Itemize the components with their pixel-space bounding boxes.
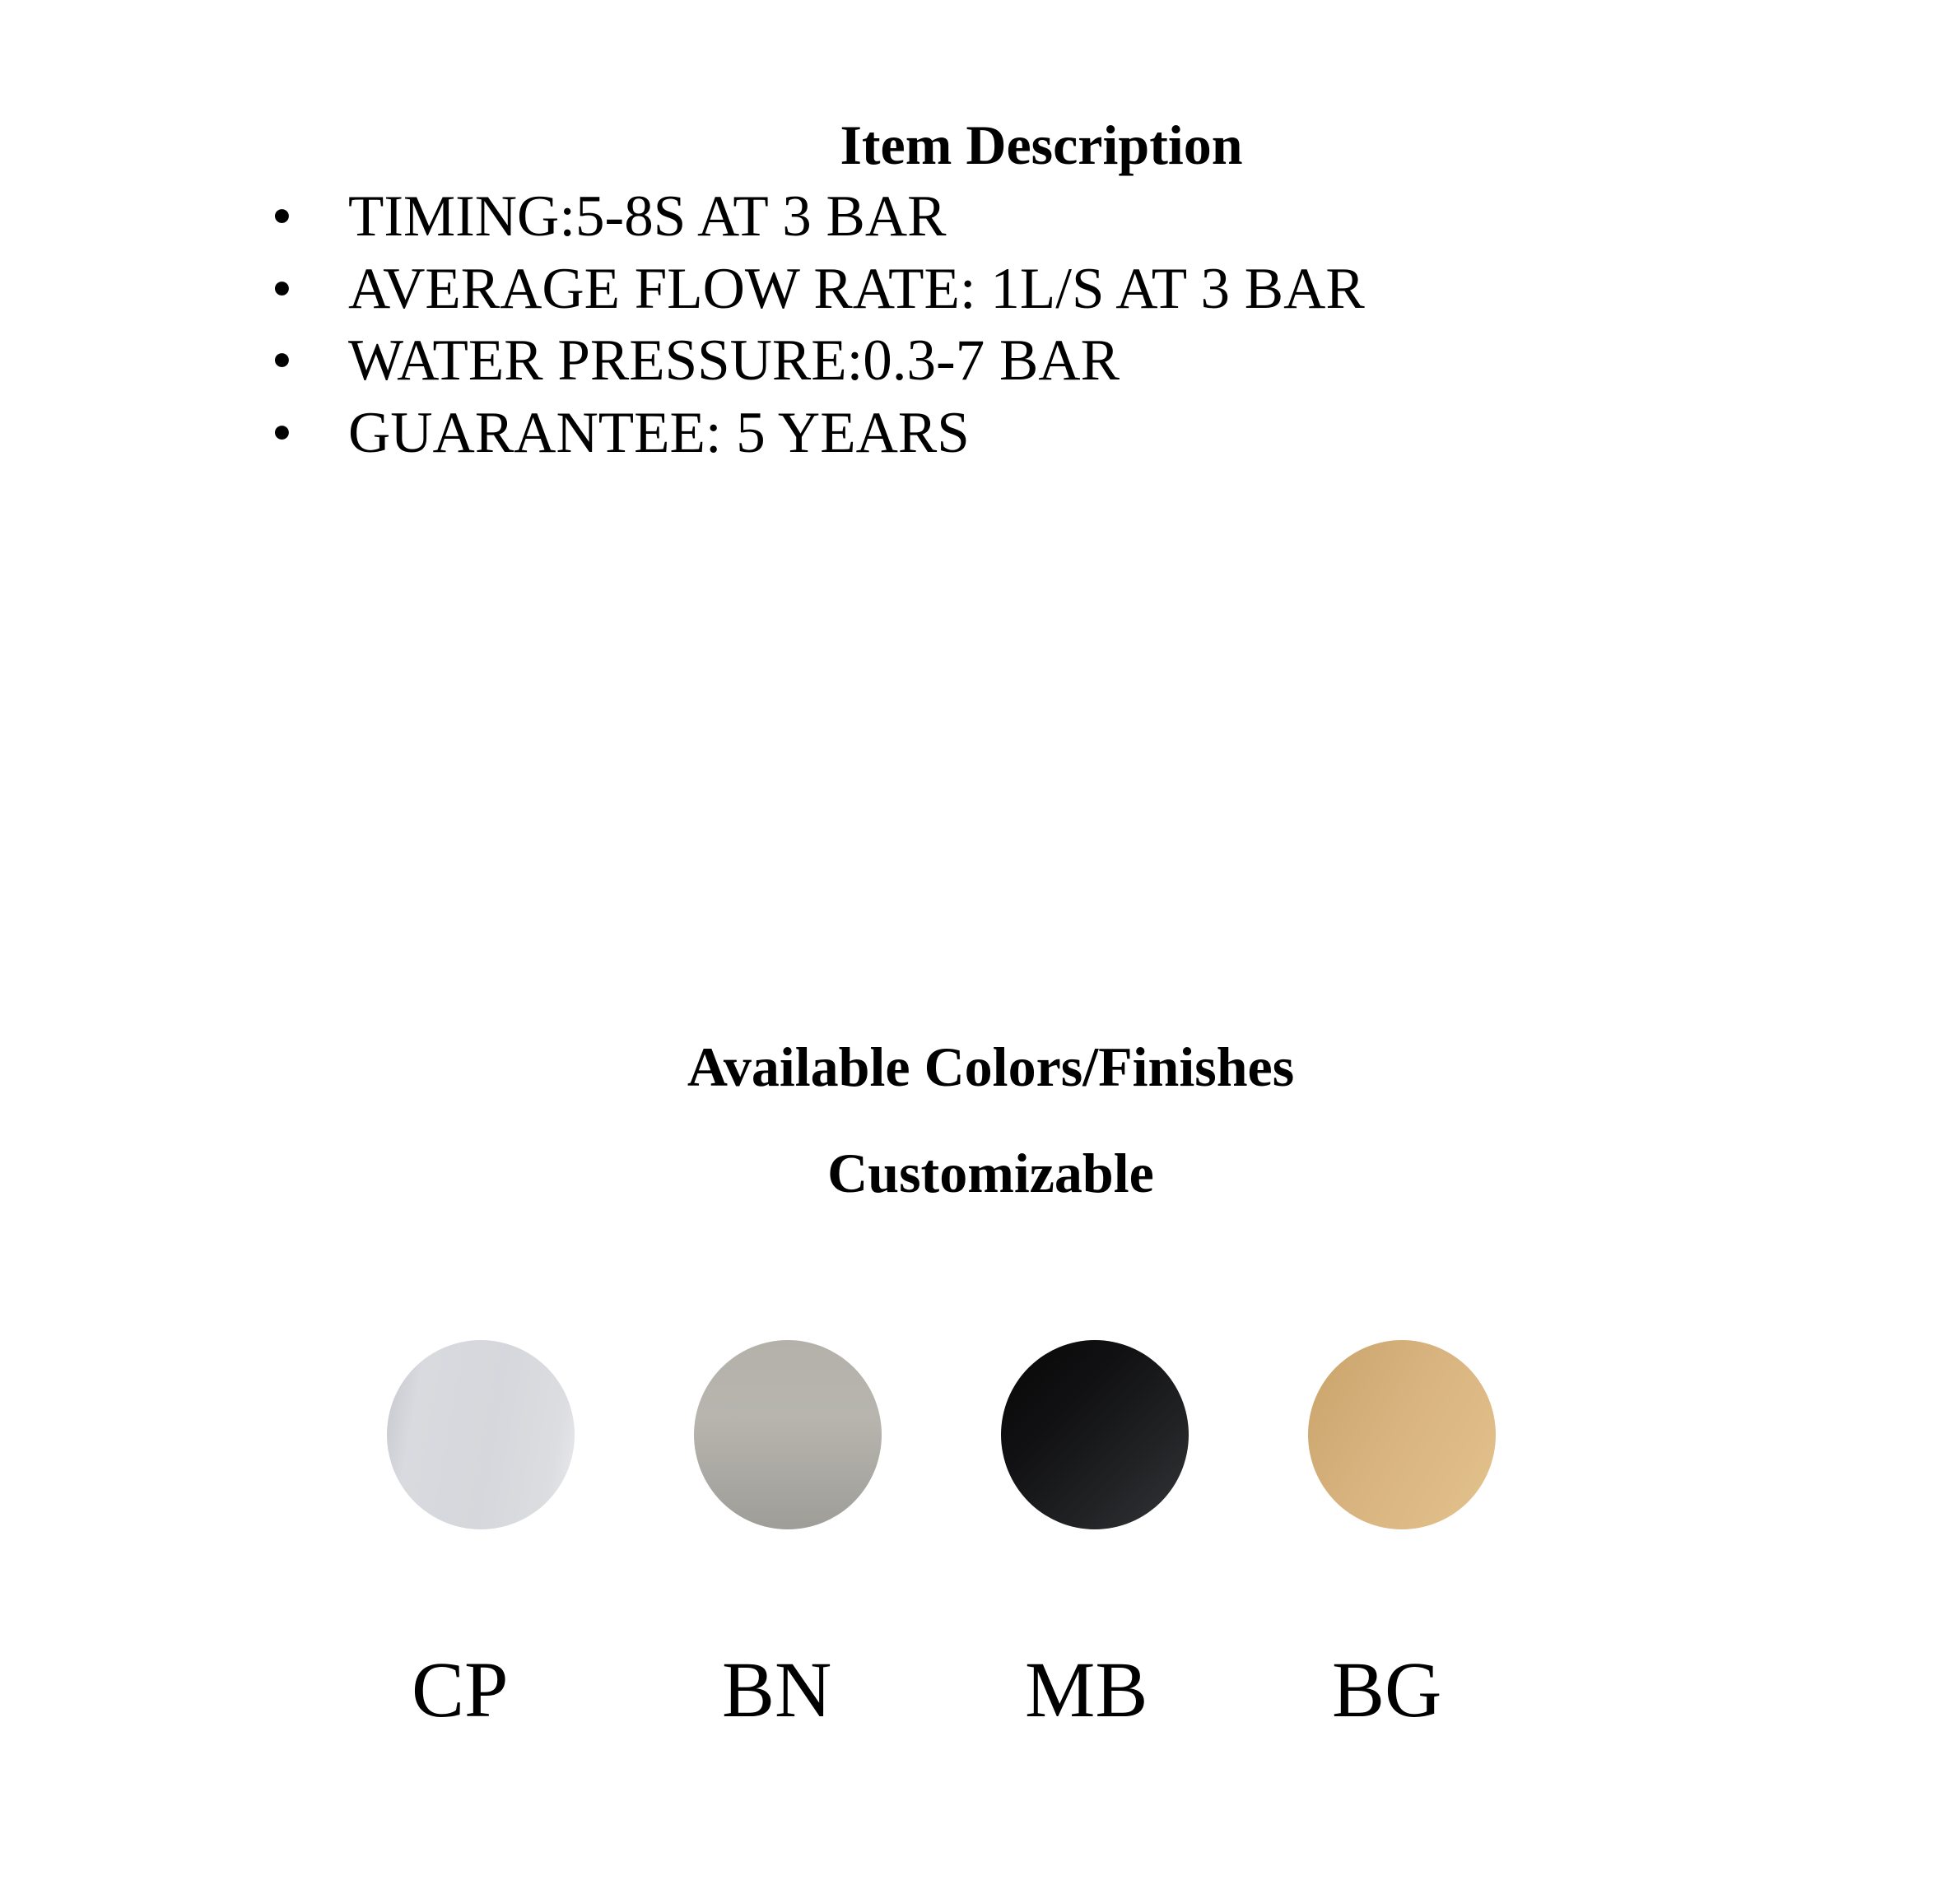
swatch-chrome-polished bbox=[387, 1340, 575, 1529]
bullet-icon: • bbox=[272, 400, 292, 465]
available-colors-title: Available Colors/Finishes bbox=[687, 1036, 1295, 1098]
swatch-label-mb: MB bbox=[1025, 1645, 1148, 1734]
spec-text: AVERAGE FLOW RATE: 1L/S AT 3 BAR bbox=[348, 256, 1365, 321]
spec-text: GUARANTEE: 5 YEARS bbox=[348, 400, 970, 465]
spec-text: WATER PRESSURE:0.3-7 BAR bbox=[348, 328, 1120, 393]
bullet-icon: • bbox=[272, 256, 292, 321]
bullet-icon: • bbox=[272, 184, 292, 249]
spec-text: TIMING:5-8S AT 3 BAR bbox=[348, 184, 947, 249]
bullet-icon: • bbox=[272, 328, 292, 393]
swatch-brushed-nickel bbox=[694, 1340, 882, 1529]
swatch-brushed-gold bbox=[1308, 1340, 1496, 1529]
swatch-label-bn: BN bbox=[722, 1645, 832, 1734]
swatch-matte-black bbox=[1001, 1340, 1189, 1529]
customizable-subtitle: Customizable bbox=[827, 1142, 1154, 1204]
swatch-label-bg: BG bbox=[1332, 1645, 1442, 1734]
item-description-title: Item Description bbox=[840, 114, 1243, 176]
swatch-label-cp: CP bbox=[412, 1645, 509, 1734]
